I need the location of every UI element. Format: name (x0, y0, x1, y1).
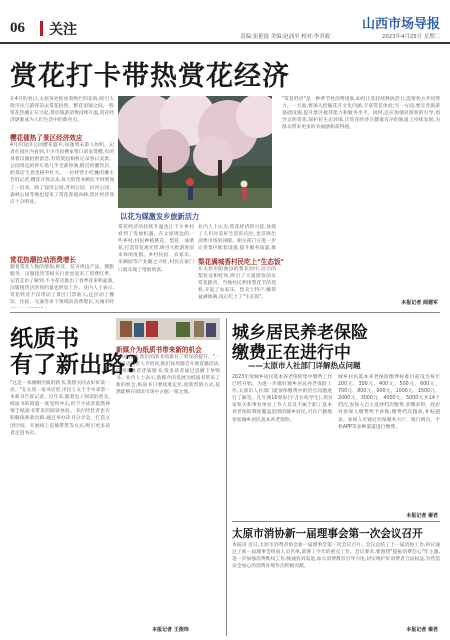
pension-deck: ——太原市人社部门详解热点问题 (248, 361, 361, 370)
flower-text-2: 随着赏花人数的增加,鲜花、花卉周边产品、摄影服务、汉服租赁等相关行业也迎来了消费旺季。记者走访了解到,不少花店推出了春季花束和盆栽,汉服租赁店的预约量也明显上升。业内人士表示,赏花经济不仅带动了景区门票收入,还拉动了餐饮、住宿、交通等多个领域的消费增长,为城市经 (10, 265, 114, 306)
section-marker (40, 21, 43, 36)
newspaper-name: 山西市场导报 (361, 17, 440, 32)
paper-book-headline-1: 纸质书 (10, 325, 79, 352)
flower-subhead-3: 梨花满城香村民吃上"生态饭" (198, 258, 284, 266)
flower-text-1: 4月的迎泽公园樱花盛开,每逢周末游人如织。记者在园区内看到,不少市民携家带口前来赏樱,有的身着汉服拍照留念,有的架起相机记录春日美景。公园周边的停车场几乎全部停满,附近的餐饮店、奶茶店生意也格外红火。一位经营小吃摊的摊主告诉记者,樱花开放以来,每天的营业额比平时增加了一倍多。除了迎泽公园,晋祠公园、汾河公园、森林公园等地也迎来了赏花客流高峰,景区经济效应十分明显。 (10, 143, 114, 205)
photo-caption: 以花为媒激发乡旅新活力 (120, 212, 200, 221)
issue-date: 2023年4月25日 星期二 (381, 34, 440, 40)
editor-credits: 责编:崔艳霞 美编:赵涌至 校对:李君毅 (240, 34, 330, 40)
association-headline: 太原市消协新一届理事会第一次会议召开 (232, 528, 423, 540)
section-divider (10, 312, 440, 313)
page-header (0, 0, 450, 44)
flower-subhead-1: 樱花催热了景区经济效应 (10, 134, 83, 142)
paper-book-subhead: 新媒介为纸质书带来新的机会 (116, 346, 202, 354)
pension-text-2: 城乡居民基本养老保险缴费标准目前设为每年200元、300元、400元、500元、600元、700元、800元、900元、1000元、1500元、2000元、3000元、4000元、5000元共14个档次,参保人自主选择档次缴费,多缴多得。政府对参保人缴费给予补贴,缴费档次越高,补贴越多。参保人可通过社保服务大厅、银行网点、手机APP等多种渠道进行缴费。 (338, 375, 440, 430)
flower-text-3: 在太原市阳曲县的梨花园中,洁白的梨花竞相绽放,吸引了大量游客前来赏花踏青。当地村民利用梨花节的契机,开起了农家乐、售卖土特产,赚得盆满钵满,真正吃上了"生态饭"。 (198, 267, 276, 301)
section-title: 关注 (49, 22, 77, 38)
paper-book-byline: 本报记者 王俊玮 (152, 627, 189, 633)
pension-text-1: 2023年度城乡居民基本养老保险集中缴费工作已经开始。为进一步做好城乡居民养老保险工作,太原市人社部门就参保缴费中的热点问题进行了解答。凡年满16周岁(不含在校学生),非国家机关和事业单位工作人员及不属于职工基本养老保险制度覆盖范围的城乡居民,可在户籍地参加城乡居民基本养老保险。 (232, 375, 332, 423)
pension-headline-1: 城乡居民养老保险 (232, 323, 368, 343)
association-text: 本报讯 近日,太原市消费者协会新一届理事会第一次会议召开。会议总结了上一届消协工作,审议通过了新一届理事会组成人员名单,部署了今年的重点工作。会议要求,要围绕"提振消费信心"年主题,进一步加强消费维权工作,畅通投诉渠道,加大消费教育引导力度,切实维护好消费者合法权益,为营造安全放心的消费环境作出积极贡献。 (232, 543, 440, 570)
bookstore-photo (116, 318, 220, 340)
flower-photo-text: 赏花经济的持续升温也让不少乡村看到了发展机遇。在太原周边的一些乡村,村民种植桃花、梨花、油菜花,打造赏花观光带,吸引大批游客前来休闲度假。乡村民宿、农家乐、采摘园等产业随之兴旺,村民在家门口就实现了增收致富。 (118, 225, 194, 273)
paper-book-text: "这是一本刚刚出版的新书,我想买回去好好读一读。"在太原一家书店里,市民王女士手中拿着一本新书告诉记者。近年来,随着电子阅读的普及,纸质书的销量一度受到冲击,但不少读者依然钟情于纸质书带来的阅读体验。书店经营者也在积极探索新出路,通过举办读书分享会、打造文创空间、开展线上直播带货等方式,吸引更多读者走进书店。 (10, 381, 110, 436)
flower-intro: 在4月的春日,太原各处绽放着绚烂的花海,吸引大批市民与游客前去赏花拍照。繁花似锦之间,一股赏花热潮正在兴起,带动旅游消费持续升温,赏花经济逐渐成为人们生活中的新亮点。 (10, 97, 114, 124)
pension-byline: 本报记者 秦君 (406, 513, 438, 519)
column-divider (226, 318, 227, 636)
cherry-blossom-photo (118, 96, 272, 208)
flower-subhead-2: 赏花热潮拉动消费增长 (10, 256, 76, 264)
flower-byline: 本报记者 阎建军 (401, 300, 438, 306)
paper-book-headline-2: 有了新出路? (10, 351, 139, 378)
page-number: 06 (10, 20, 25, 36)
pension-headline-2: 缴费正在进行中 (232, 343, 351, 363)
flower-col4-text: "赏花经济"是一种季节性消费现象,如何让其持续释放活力,需要各方共同努力。一方面,要深入挖掘花卉文化内涵,丰富赏花体验;另一方面,要完善旅游基础设施,提升景区接待能力和服务水平。同时,还应加强对游客的引导,倡导文明赏花,保护好生态环境,让赏花经济在健康有序的轨道上持续发展,为群众带来更多的幸福感和获得感。 (282, 97, 440, 131)
pension-divider (232, 521, 440, 522)
main-headline: 赏花打卡带热赏花经济 (10, 61, 290, 92)
flower-col3-text: 业内人士认为,赏花经济的兴起,体现了人们对美好生活的向往,也反映出消费市场的回暖。相关部门应进一步完善景区配套设施,提升服务质量,推 (198, 225, 276, 252)
paper-book-text-2: "通过直播,我们的图书销量有了明显的提升。"一位书店负责人介绍说,他们每周都会开展直播活动,向网友推荐优质图书,很多读者通过直播下单购书。业内人士表示,新媒介的发展为纸质书带来了新的机会,纸质书只要找准定位,创新营销方式,依然能够在阅读市场中占据一席之地。 (116, 355, 220, 396)
association-byline: 本报记者 秦君 (406, 627, 438, 633)
